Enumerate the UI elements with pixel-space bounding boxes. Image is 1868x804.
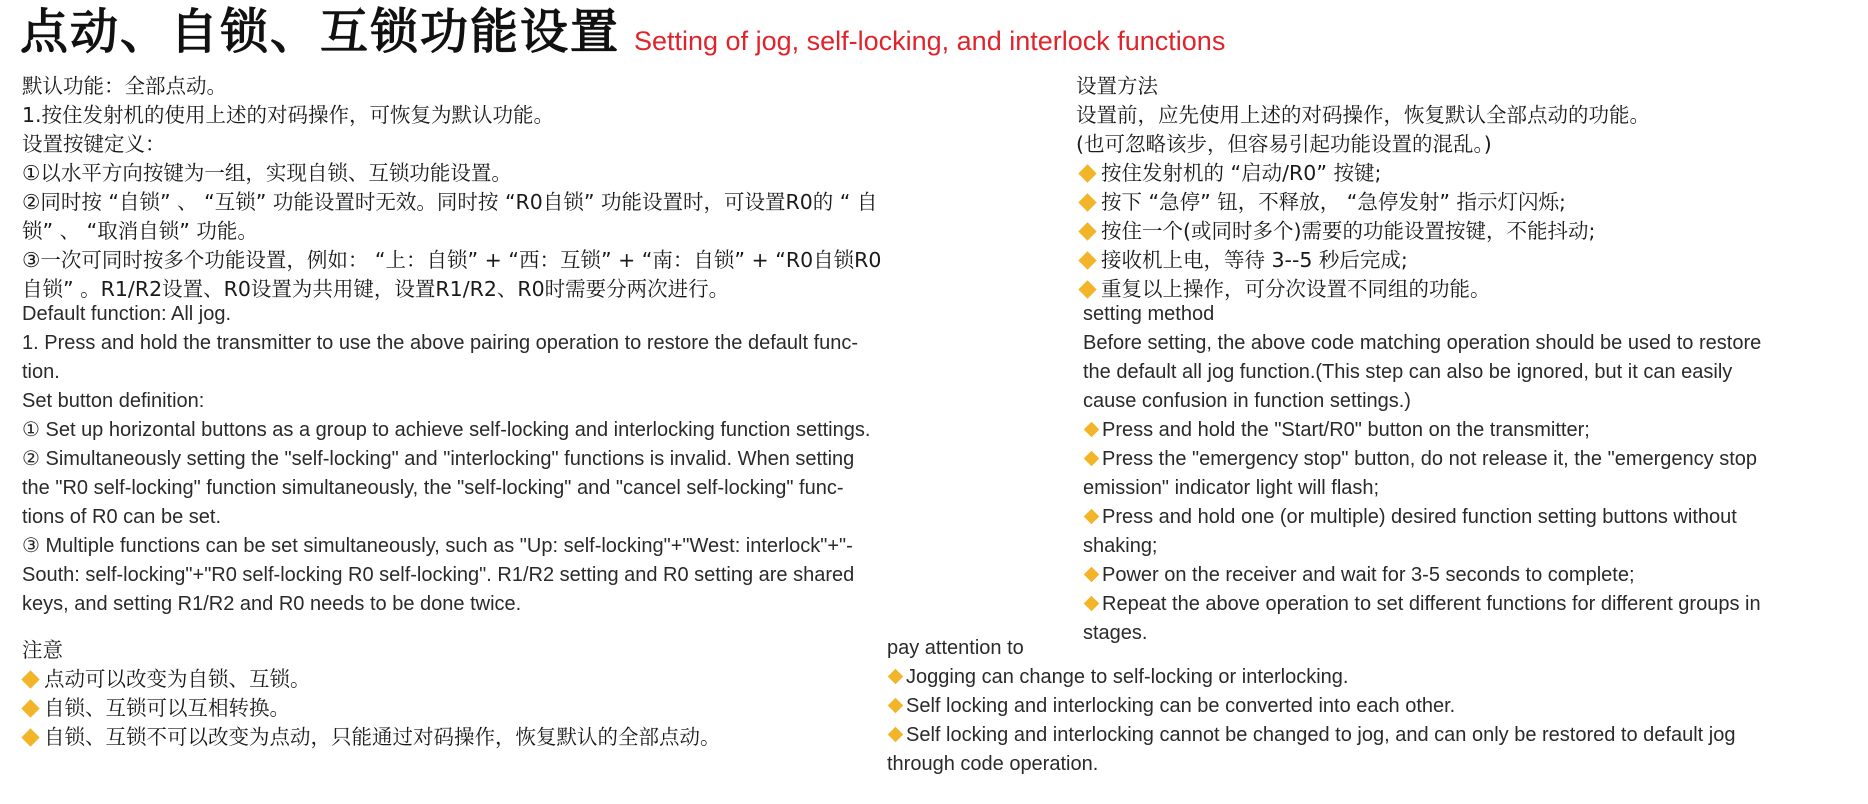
notes-heading-en: pay attention to: [887, 637, 1024, 659]
left-en-line: tion.: [22, 361, 60, 383]
page-title-en: Setting of jog, self-locking, and interlock functions: [634, 26, 1226, 56]
bullet-diamond-icon: [1084, 508, 1100, 524]
right-en-line: Before setting, the above code matching operation should be used to restore: [1083, 332, 1762, 354]
setting-method-heading-cn: 设置方法: [1076, 74, 1158, 98]
setting-method-heading-en: setting method: [1083, 303, 1215, 325]
right-en-bullet-cont: stages.: [1083, 622, 1148, 644]
bullet-diamond-icon: [1084, 595, 1100, 611]
right-cn-bullet: 按住发射机的 “启动/R0” 按键;: [1076, 159, 1650, 188]
right-cn-intro: 设置前，应先使用上述的对码操作，恢复默认全部点动的功能。: [1076, 103, 1650, 127]
bullet-diamond-icon: [888, 668, 904, 684]
notes-en-bullet: Self locking and interlocking cannot be changed to jog, and can only be restored to default jog: [887, 721, 1735, 750]
notes-en-bullet: Self locking and interlocking can be converted into each other.: [887, 692, 1735, 721]
right-cn-block: [1076, 72, 1650, 304]
bullet-diamond-icon: [1084, 421, 1100, 437]
bullet-diamond-icon: [1078, 251, 1096, 269]
right-en-line: the default all jog function.(This step can also be ignored, but it can easily: [1083, 361, 1733, 383]
left-en-line: the "R0 self-locking" function simultaneously, the "self-locking" and "cancel self-locking" func-: [22, 477, 844, 499]
right-cn-intro: (也可忽略该步，但容易引起功能设置的混乱。): [1076, 132, 1492, 156]
right-cn-bullet: 接收机上电，等待 3--5 秒后完成;: [1076, 246, 1650, 275]
right-en-bullet-cont: emission" indicator light will flash;: [1083, 477, 1380, 499]
right-en-bullet: Press the "emergency stop" button, do not release it, the "emergency stop: [1083, 445, 1761, 474]
notes-cn-bullet: 自锁、互锁可以互相转换。: [22, 694, 721, 723]
notes-cn-block: [22, 636, 721, 752]
bullet-diamond-icon: [1078, 193, 1096, 211]
left-cn-line: ②同时按 “自锁” 、 “互锁” 功能设置时无效。同时按 “R0自锁” 功能设置时，可设置R0的 “ 自: [22, 190, 878, 214]
bullet-diamond-icon: [1084, 566, 1100, 582]
left-en-line: ② Simultaneously setting the "self-locking" and "interlocking" functions is invalid. When setting: [22, 448, 855, 470]
left-cn-line: 锁” 、 “取消自锁” 功能。: [22, 219, 258, 243]
left-en-line: ③ Multiple functions can be set simultaneously, such as "Up: self-locking"+"West: interlock"+"-: [22, 535, 853, 557]
bullet-diamond-icon: [888, 697, 904, 713]
bullet-diamond-icon: [888, 726, 904, 742]
bullet-diamond-icon: [21, 699, 39, 717]
left-cn-line: 设置按键定义：: [22, 132, 166, 156]
left-cn-line: 自锁” 。R1/R2设置、R0设置为共用键，设置R1/R2、R0时需要分两次进行。: [22, 277, 730, 301]
left-cn-line: ③一次可同时按多个功能设置，例如： “上：自锁” + “西：互锁” + “南：自锁” + “R0自锁R0: [22, 248, 882, 272]
bullet-diamond-icon: [21, 670, 39, 688]
left-cn-line: ①以水平方向按键为一组，实现自锁、互锁功能设置。: [22, 161, 512, 185]
bullet-diamond-icon: [1084, 450, 1100, 466]
left-en-line: 1. Press and hold the transmitter to use the above pairing operation to restore the default func-: [22, 332, 859, 354]
right-en-bullet: Press and hold the "Start/R0" button on the transmitter;: [1083, 416, 1761, 445]
right-cn-bullet: 按下 “急停” 钮，不释放， “急停发射” 指示灯闪烁;: [1076, 188, 1650, 217]
left-en-line: South: self-locking"+"R0 self-locking R0 self-locking". R1/R2 setting and R0 setting are shared: [22, 564, 855, 586]
right-cn-bullet: 按住一个(或同时多个)需要的功能设置按键，不能抖动;: [1076, 217, 1650, 246]
left-en-line: ① Set up horizontal buttons as a group to achieve self-locking and interlocking function settings.: [22, 419, 871, 441]
right-en-bullet-cont: shaking;: [1083, 535, 1158, 557]
right-en-bullet: Repeat the above operation to set different functions for different groups in: [1083, 590, 1761, 619]
notes-en-bullet-cont: through code operation.: [887, 753, 1099, 775]
left-cn-block: [22, 72, 881, 304]
notes-en-bullet: Jogging can change to self-locking or interlocking.: [887, 663, 1735, 692]
right-en-line: cause confusion in function settings.): [1083, 390, 1411, 412]
page-title-cn: 点动、自锁、互锁功能设置: [20, 4, 621, 60]
notes-cn-bullet: 点动可以改变为自锁、互锁。: [22, 665, 721, 694]
bullet-diamond-icon: [21, 728, 39, 746]
bullet-diamond-icon: [1078, 222, 1096, 240]
left-en-line: tions of R0 can be set.: [22, 506, 222, 528]
right-cn-bullet: 重复以上操作，可分次设置不同组的功能。: [1076, 275, 1650, 304]
left-en-block: [22, 300, 870, 619]
right-en-bullet: Power on the receiver and wait for 3-5 seconds to complete;: [1083, 561, 1761, 590]
bullet-diamond-icon: [1078, 280, 1096, 298]
left-cn-line: 默认功能：全部点动。: [22, 74, 227, 98]
notes-heading-cn: 注意: [22, 638, 63, 662]
left-en-line: Set button definition:: [22, 390, 205, 412]
left-en-line: keys, and setting R1/R2 and R0 needs to be done twice.: [22, 593, 522, 615]
left-en-line: Default function: All jog.: [22, 303, 232, 325]
right-en-block: [1083, 300, 1761, 648]
left-cn-line: 1.按住发射机的使用上述的对码操作，可恢复为默认功能。: [22, 103, 555, 127]
notes-en-block: [887, 634, 1735, 779]
notes-cn-bullet: 自锁、互锁不可以改变为点动，只能通过对码操作，恢复默认的全部点动。: [22, 723, 721, 752]
bullet-diamond-icon: [1078, 164, 1096, 182]
right-en-bullet: Press and hold one (or multiple) desired function setting buttons without: [1083, 503, 1761, 532]
